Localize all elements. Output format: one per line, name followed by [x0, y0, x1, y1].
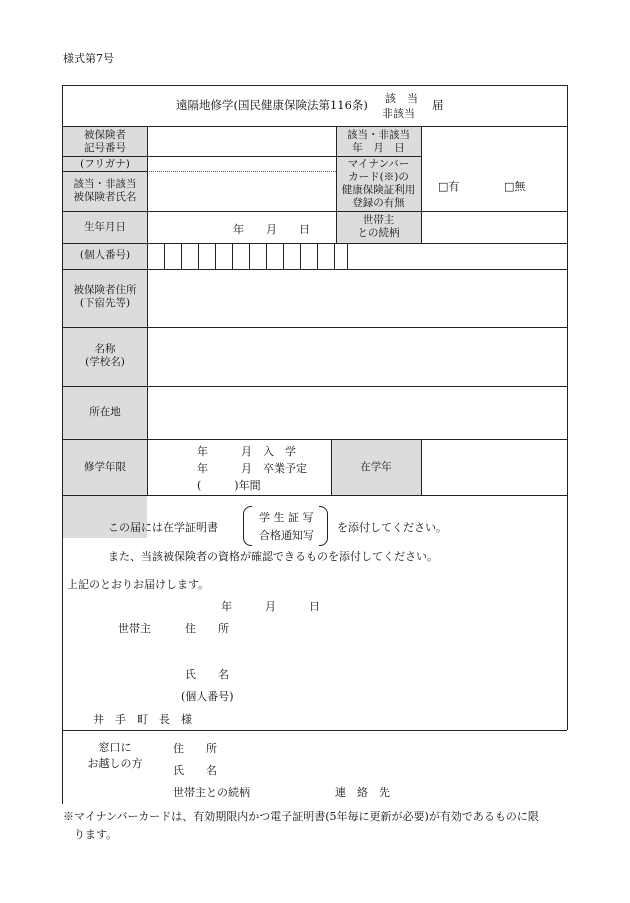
title-suffix: 届	[432, 98, 444, 112]
birth-date-format: 年 月 日	[233, 223, 310, 236]
enrollment-years-label: 在学年	[360, 461, 392, 473]
period-graduation: 年 月 卒業予定	[197, 462, 307, 475]
mynumber-card-label: マイナンバー カード(※)の 健康保険証利用 登録の有無	[341, 158, 416, 209]
visitor-contact-label: 連 絡 先	[335, 786, 390, 799]
application-form	[62, 85, 568, 804]
attachment-note: また、当該被保険者の資格が確認できるものを添付してください。	[108, 550, 438, 563]
attachment-prefix: この届には在学証明書	[108, 521, 218, 534]
period-entry: 年 月 入 学	[197, 445, 296, 458]
householder-personal-number-label: (個人番号)	[181, 690, 234, 703]
recipient: 井 手 町 長 様	[93, 713, 192, 726]
attachment-option-acceptance: 合格通知写	[259, 529, 314, 542]
furigana-label: (フリガナ)	[80, 158, 130, 170]
visitor-name-label: 氏 名	[173, 764, 217, 777]
left-bracket	[243, 506, 252, 546]
checkbox-no[interactable]: □無	[504, 180, 526, 193]
attachment-option-student-id: 学 生 証 写	[259, 511, 314, 524]
study-period-label: 修学年限	[84, 461, 126, 473]
declaration-statement: 上記のとおりお届けします。	[67, 578, 210, 591]
form-number: 様式第7号	[63, 52, 114, 65]
householder-label: 世帯主	[118, 622, 151, 635]
householder-name-label: 氏 名	[185, 668, 229, 681]
visitor-relation-label: 世帯主との続柄	[173, 786, 250, 799]
visitor-label: 窓口に お越しの方	[87, 741, 143, 770]
footnote: ※マイナンバーカードは、有効期限内かつ電子証明書(5年毎に更新が必要)が有効であるものに限 ります。	[63, 810, 539, 841]
attachment-suffix: を添付してください。	[337, 521, 447, 534]
address-label: 被保険者住所 (下宿先等)	[73, 284, 137, 309]
right-bracket	[319, 506, 328, 546]
form-title: 遠隔地修学(国民健康保険法第116条)	[176, 98, 368, 112]
location-label: 所在地	[89, 406, 121, 418]
insured-name-label: 該当・非該当 被保険者氏名	[73, 178, 137, 203]
personal-number-label: (個人番号)	[79, 249, 131, 261]
visitor-address-label: 住 所	[173, 742, 217, 755]
insured-number-label: 被保険者 記号番号	[84, 129, 126, 154]
declaration-date: 年 月 日	[221, 600, 320, 613]
birth-date-label: 生年月日	[84, 221, 126, 233]
period-years: ( )年間	[197, 479, 261, 492]
householder-address-label: 住 所	[185, 622, 229, 635]
checkbox-yes[interactable]: □有	[438, 180, 460, 193]
title-option-not-applicable: 非該当	[382, 107, 415, 120]
title-option-applicable: 該 当	[385, 92, 418, 105]
relation-label: 世帯主 との続柄	[357, 214, 400, 239]
school-name-label: 名称 (学校名)	[85, 343, 125, 368]
determination-date-label: 該当・非該当 年 月 日	[347, 129, 410, 154]
